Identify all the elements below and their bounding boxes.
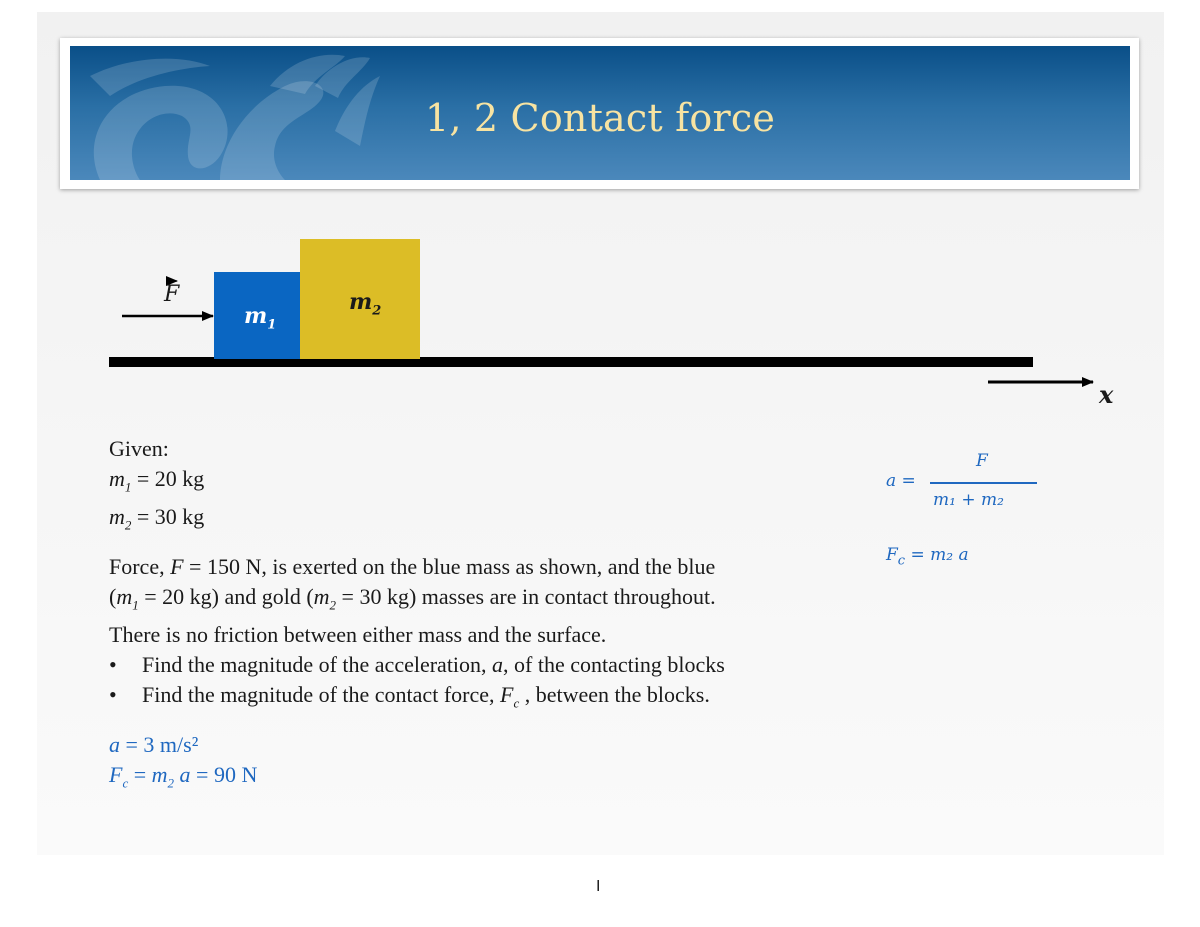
answer-contact-force: $F_c = m_2$ a = 90 N — [109, 762, 258, 791]
given-section — [109, 434, 204, 541]
problem-line-1: Force, F = 150 N, is exerted on the blue mass as shown, and the blue — [109, 554, 716, 579]
problem-line-3: There is no friction between either mass and the surface. — [109, 622, 607, 648]
answers-section — [109, 730, 257, 798]
given-m1: $m_1 = 20$ kg — [109, 466, 205, 495]
given-heading: Given: — [109, 436, 169, 461]
bullet-contact-force: • Find the magnitude of the contact force, $F_c$ , between the blocks. — [109, 682, 710, 711]
problem-statement — [109, 552, 725, 719]
page-number: I — [596, 878, 601, 895]
contact-force-formula: $F_c = m_2$ a — [886, 545, 969, 569]
bullet-acceleration: • Find the magnitude of the acceleration, a, of the contacting blocks — [109, 652, 725, 678]
accel-formula-denominator: m₁ + m₂ — [933, 490, 1004, 510]
accel-formula-numerator: F — [976, 451, 988, 471]
force-label: F — [164, 282, 180, 307]
slide-title: 1, 2 Contact force — [424, 96, 776, 140]
given-m2: $m_2 = 30$ kg — [109, 504, 205, 533]
fraction-bar — [930, 482, 1037, 484]
contact-force-diagram — [0, 0, 1200, 420]
mass2-label: $m_2$ — [349, 289, 382, 319]
problem-line-2: ($m_1 = 20$ kg) and gold ($m_2 = 30$ kg) masses are in contact throughout. — [109, 584, 716, 613]
mass1-label: $m_1$ — [244, 303, 277, 333]
x-axis-label: x — [1099, 380, 1114, 409]
answer-acceleration: a = 3 m/s² — [109, 732, 199, 757]
accel-formula-lhs: a = — [886, 471, 916, 491]
